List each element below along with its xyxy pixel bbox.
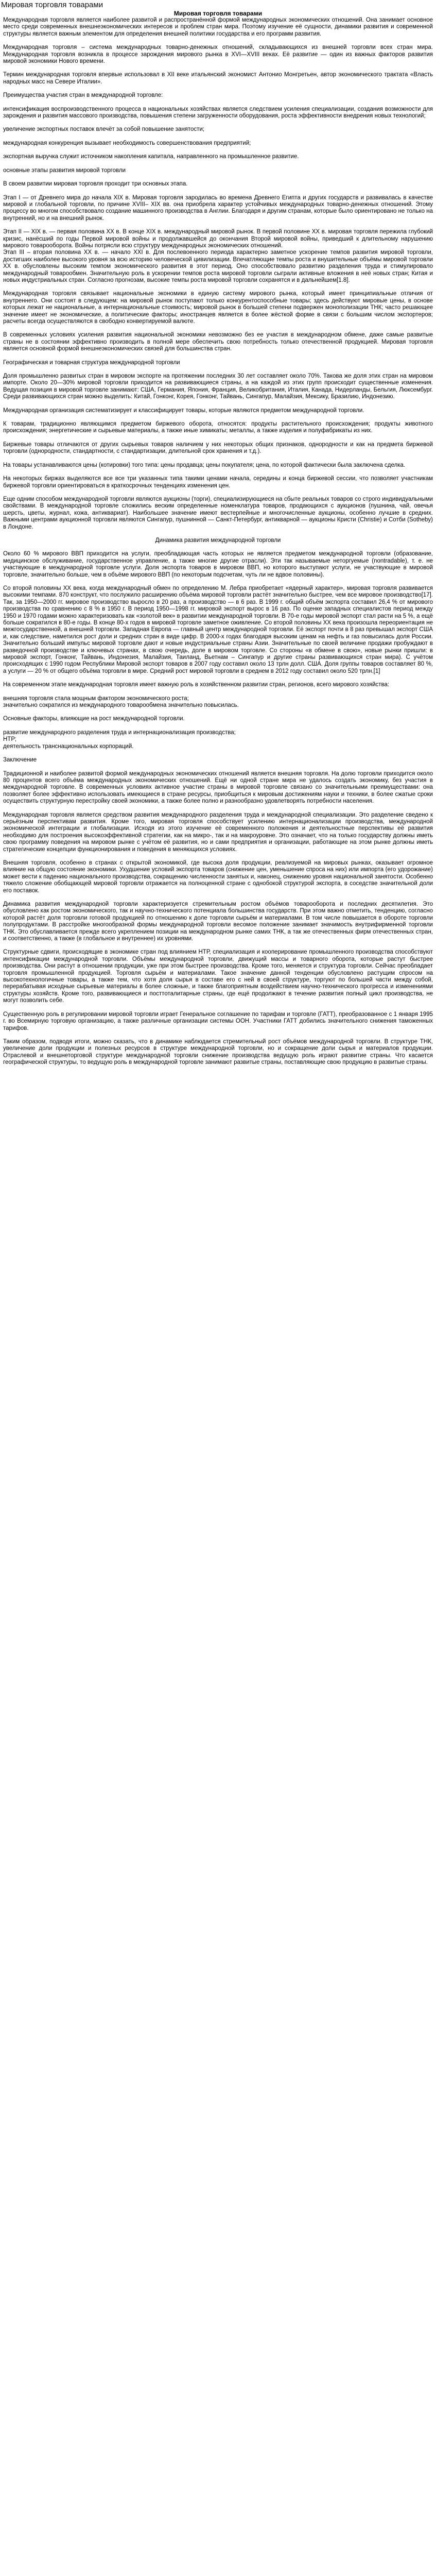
page-title: Мировая торговля товарами [1, 1, 103, 9]
article-paragraph: В современных условиях усиления развития национальной экономики невозможно без ее участия в международном обмене, даже самые развитые страны не в состоянии эффективно производить в полной мере обеспечить свою потребность только отечественной продукцией. Мировая торговля является основной формой внешнеэкономических связей для большинства стран. [3, 332, 433, 352]
article-paragraph: Заключение [3, 757, 37, 764]
article-paragraph: На товары устанавливаются цены (котировки) того типа: цены продавца; цены покупателя; цена, по которой фактически была заключена сделка. [3, 462, 406, 468]
article-paragraph: Таким образом, подводя итоги, можно сказать, что в динамике наблюдается стремительный рост объёмов международной торговли. В структуре ТНК, увеличение доли продукции и полезных ресурсов в структуре международной торговли, но и сокращение доли сырья и материалов продукции. Отраслевой и внешнеторговой структуре международной торговли снижение производства ведущую роль играют развитие страны. Что касается географической структуры, то ведущую роль в международной торговле занимают развитые страны, поставляющие свою продукцию в развитые страны. [3, 1038, 433, 1066]
article-paragraph: Структурные сдвиги, происходящие в экономике стран под влиянием НТР, специализация и кооперирование промышленного производства способствуют интенсификации международной торговли. Объёмы международной торговли, движущий массы и товарного оборота, которые растут быстрее производства. Они растут в отношении продукции, уже при этом быстрее производства. Кроме того, меняется и структура торговли. Сейчас преобладает торговля промышленной продукцией. Торговля сырьём и материалами. Такое значение данной тенденции обусловлено растущим спросом на высокотехнологичные товары, а также тем, что хотя доля сырья в составе его с ней в своей структуре, торгуют по большей части между собой, перерабатывая исходные сырьевые материалы в более сложные, и также благоприятным воздействием научно-технического прогресса и изменениями структуры хозяйств. Кроме того, развивающиеся и посттоталитарные страны, где ещё продолжают в течение развития полный цикл производства, не могут позволить себе. [3, 949, 433, 1004]
article-heading: Мировая торговля товарами [173, 10, 263, 17]
article-paragraph: внешняя торговля стала мощным фактором экономического роста; [3, 695, 189, 702]
article-paragraph: Термин международная торговля впервые использовал в XII веке итальянский экономист Антонио Монгретьен, автор экономического трактата «Власть народных масс на Севере Италии». [3, 72, 433, 85]
article-paragraph: Международная торговля – система международных товарно-денежных отношений, складывающихся из внешней торговли всех стран мира. Международная торговля возникла в процессе зарождения мирового рынка в XVI—XVIII веках. Её развитие — один из важных факторов развития мировой экономики Нового времени. [3, 44, 433, 65]
article-paragraph: На некоторых биржах выделяются все все три указанных типа такими ценами начала, середины и конца биржевой сессии, что позволяет участникам биржевой торговли ориентироваться в краткосрочных тенденциях изменения цен. [3, 476, 433, 489]
page [0, 0, 436, 1071]
article-paragraph: Еще одним способом международной торговли являются аукционы (торги), специализирующиеся на сбыте реальных товаров со строго индивидуальными свойствами. В международной торговле сложились веским определенные номенклатура товаров, продающихся с аукционов (пушнина, чай, овечья шерсть, цветы, журнал, кожа, антиквариат). Наибольшее значение имеют вестерпейные и многочисленные аукционы, особенно лучшие в средних. Важными центрами аукционной торговли являются Сингапур, пушнинной — Санкт-Петербург, антикварной — аукционы Кристи (Christie) и Сотби (Sotheby) в Лондоне. [3, 496, 433, 530]
article-paragraph: На современном этапе международная торговля имеет важную роль в хозяйственном развитии стран, регионов, всего мирового хозяйства: [3, 682, 390, 688]
article-paragraph: К товарам, традиционно являющимся предметом биржевого оборота, относятся: продукты растительного происхождения; продукты животного происхождения; энергетические и сырьевые материалы, а также иные химикаты; металлы, а также изделия и полуфабрикаты из них. [3, 421, 433, 434]
article-paragraph: Существенную роль в регулировании мировой торговли играет Генеральное соглашение по тарифам и торговле (ГАТТ), преобразованное с 1 января 1995 г. во Всемирную торговую организацию, а также различные организации системы ООН. Участники ГАТТ добились значительного снижения таможенных тарифов. [3, 1011, 433, 1031]
article-paragraph: Около 60 % мирового ВВП приходится на услуги, преобладающая часть которых не является предметом международной торговли (образование, медицинское обслуживание, государственное управление, а также многие другие отрасли). Эти так называемые неторгуемые (nontradable), т. е. не участвующие в международной торговле услуги. Доля экспорта товаров в мировом ВВП, но которого выступают услуги, не участвующие в мировой торговле, значительно больше, чем в объёме мирового ВВП (по некоторым подсчетам, чуть ли не вдвое половины). [3, 551, 433, 578]
article-paragraph: В своем развитии мировая торговля проходит три основных этапа. [3, 181, 188, 188]
article-paragraph: Доля промышленно развитых стран в мировом экспорте на протяжении последних 30 лет составляет около 70%. Такова же доля этих стран на мировом импорте. Около 20—30% мировой торговли приходится на развивающиеся страны, а на каждой из этих групп происходит существенные изменения. Ведущая позиция в мировой торговле занимают: США, Германия, Япония, Франция, Великобритания, Италия, Канада, Нидерланды, Бельгия, Люксембург. Среди развивающихся стран можно выделить: Китай, Гонконг, Корея, Гонконг, Тайвань, Сингапур, Малайзия, Мексику, Бразилию, Индонезию. [3, 373, 433, 400]
article-paragraph: международная конкуренция вызывает необходимость совершенствования предприятий; [3, 140, 251, 146]
article-paragraph: Географическая и товарная структура международной торговли [3, 359, 180, 366]
article-paragraph: Со второй половины XX века, когда международный обмен по определению М. Лебра приобретает «ядерный характер», мировая торговля развивается высокими темпами. 870 конструкт, что послужило расширению объёма мировой торговли растёт значительно быстрее, чем все мировое производство[17]. Так, за 1950—2000 гг. мировое производство выросло в 20 раз, а производство — в 6 раз. В 1999 г. общий объём экспорта составил 26,4 % от мирового производства по сравнению с 8 % в 1950 г. В период 1950—1998 гг. мировой экспорт вырос в 16 раз. По оценке западных специалистов период между 1950 и 1970 годами можно характеризовать как «золотой век» в развитии международной торговли. В 70-е годы мировой экспорт стал расти на 5 %, а ещё больше сократился в 80-е годы. В конце 80-х годов в мировой торговле заметное оживление. Со второй половины XX века произошла переориентация не межгосударственной, а внешней торговли. Западная Европа — главный центр международной торговли. Её экспорт почти в 8 раз превышал экспорт США и, как следствие, наметился рост доли и средних стран в виде цифр. В 2000-х годах благодаря высоким ценам на нефть и газ повысилась доля России. Значительно больший импульс мировой торговле дают и новые индустриальные страны Азии. Значительные по своей величине продажи пробуждают в разведочной производстве и ключевых странах, в свою очередь, доле в мировом торговле. Со стороны «в обмене в свою», новые рынки пришли: в мировой экспорт, Гонконг, Тайвань, Индонезия, Малайзия, Таиланд, Вьетнам – Сингапур и другие страны развивающихся стран мира). С учётом происходящих с 1990 годом Республики Мировой экспорт товаров в 2007 году составил около 13 трлн долл. США. Доля группы товаров составляет 80 %, а услуги — 20 % от общего объёма торговли в мире. Средний рост мировой торговли в среднем в 2012 году составил около 520 трлн.[1] [3, 585, 433, 674]
article-paragraph: Основные факторы, влияющие на рост международной торговли. [3, 716, 185, 722]
article-paragraph: увеличение экспортных поставок влечёт за собой повышение занятости; [3, 126, 205, 133]
article-paragraph: Этап II — XIX в. — первая половина XX в. В конце XIX в. международный мировой рынок. В первой половине XX в. мировая торговля пережила глубокий кризис, нанёсший по годы Первой мировой войны и продолжавшейся до окончания Второй мировой войны, приведший к длительному нарушению мирового товарооборота. Войны потрясли всю структуру международных экономических отношений. [3, 229, 433, 249]
article-paragraph: экспортная выручка служит источником накопления капитала, направленного на промышленное развитие. [3, 154, 299, 160]
article-paragraph: Внешняя торговля, особенно в странах с открытой экономикой, где высока доля продукции, реализуемой на мировых рынках, оказывает огромное влияние на общую состояние экономики. Ухудшение условий экспорта товаров (снижение цен, уменьшение спроса на них) или импорта (его удорожание) может вести к падению национального производства, сокращению численности занятых и, наконец, снижению уровня национальной занятости. Особенно тяжело сложение обобщающей мировой торговли отражается на полноценной стране с однобокой структурой экспорта, в соседстве значительной доли его поставок. [3, 859, 433, 894]
article-paragraph: Преимущества участия стран в международной торговле: [3, 92, 163, 99]
article-paragraph: Биржевые товары отличаются от других сырьевых товаров наличием у них некоторых общих признаков, однородности и как на предмета биржевой торговли (однородности, стандартности, с стандартизации, длительной срок хранения и т.д.). [3, 441, 433, 455]
article-paragraph: Этап I — от Древнего мира до начала XIX в. Мировая торговля зародилась во времена Древнего Египта и других государств и развивалась в качестве мировой и глобальной торговли, по причине XVIII– XIX вв. она приобрела характер устойчивых международных товарно-денежных отношений. Этому процессу во многом способствовало создание машинного производства в Англии. Благодаря и другим странам, которые было ориентировано не только на внутренний, но и на внешний рынок. [3, 194, 433, 222]
article-paragraph: Динамика развития международной торговли характеризуется стремительным ростом объёмов товарооборота и последних десятилетия. Это обусловлено как ростом экономического, так и научно-технического потенциала большинства государств. При этом важно отметить, тенденцию, согласно которой растёт доля торговли готовой продукцией по отношению к доле торговли сырьём и материалами. В том числе повышается в обороте торговли полупродуктами. В расстройке многообразной формы международной торговли весомое положение занимает значимость внутрифирменной торговли ТНК. Это обуславливается прежде всего укреплением позиции на международном рынке самих ТНК, а так же отечественных фирм отечественных стран, и соответственно, а также (в глобальное и внутреннее) их уровнями. [3, 901, 433, 942]
article-paragraph: развитие международного разделения труда и интернационализация производства; [3, 729, 236, 736]
article-paragraph: НТР; [3, 736, 16, 743]
article-paragraph: Международная торговля связывает национальные экономики в единую систему мирового рынка, который имеет принципиальные отличия от внутреннего. Они состоят в следующем: на мировой рынок поступают только конкурентоспособные товары; здесь действуют мировые цены, в основе которых лежат не национальные, а интернациональные стоимость; мировой рынок в большей степени подвержен монополизации ТНК; часто решающее значение имеет не экономические, а политические факторы; иностранцев является в более жёсткой форме в связи с большим числом экспортеров; расчеты всегда осуществляются в свободно конвертируемой валюте. [3, 291, 433, 325]
article-paragraph: значительно сократился из международного товарообмена значительно повысилась. [3, 702, 239, 709]
article-paragraph: Традиционной и наиболее развитой формой международных экономических отношений является внешняя торговля. На долю торговли приходится около 80 процентов всего объёма международных экономических отношений. Ещё ни одной стране мира не удалось создать экономику, без участия в международной торговле. В современных условиях активное участие страны в мировой торговле связано со значительными преимуществами: она позволяет более эффективно использовать имеющиеся в стране ресурсы, приобщиться к мировым достижениям науки и техники, в более сжатые сроки осуществить структурную перестройку своей экономики, а также более полно и разнообразно удовлетворять потребности населения. [3, 770, 433, 805]
article-paragraph: Международная торговля является наиболее развитой и распространённой формой международных экономических отношений. Она занимает основное место среди современных внешнеэкономических интересов и проблем стран мира. Поэтому изучение её сущности, динамики развития и современной структуры является важным элементом для определения внешней политики государства и его программ развития. [3, 17, 433, 37]
article-paragraph: Динамика развития международной торговли [155, 537, 281, 544]
article-paragraph: Этап III – вторая половина XX в. — начало XXI в. Для послевоенного периода характерно заметное ускорение темпов развития мировой торговли, достигших наиболее высокого уровня за всю историю человеческой цивилизации. Впечатляющие темпы роста и внушительные объёмы мировой торговли XX в. обусловлены высоким темпом экономического развития в этот период. Оно способствовало развитию разделения труда и стимулировало международный товарообмен. Значительную роль в ускорении темпов роста мировой торговли сыграли активные вложения в неё новых стран; Китая и новых индустриальных стран. Согласно прогнозам, высокие темпы роста мировой торговли сохранятся и в дальнейшем[1.8]. [3, 249, 433, 283]
article-paragraph: Международная организация систематизирует и классифицирует товары, которые являются предметом международной торговли. [3, 407, 364, 414]
article-paragraph: Международная торговля является средством развития международного разделения труда и международной специализации. Это разделение сведено к серьёзным перспективам развития. Кроме того, мировая торговля способствует усилению интернационализации производства, международной экономической интеграции и глобализации. Исходя из этого изучение её современного положения и деятельностные перспективы её развития необходимо для построения высокоэффективной стратегии, как на микро-, так и на макроуровне. Это означает, что на только государству должны иметь свою программу поведения на мировом рынке с учётом её развития, но и сами предприятия и организации, работающие на этом рынке должны иметь стратегические концепции функционирования и поведения в меняющихся условиях. [3, 811, 433, 853]
article-paragraph: основные этапы развития мировой торговли [3, 167, 126, 174]
article-body [0, 10, 436, 1066]
paragraph-list [3, 17, 433, 1066]
article-paragraph: интенсификация воспроизводственного процесса в национальных хозяйствах является следствием усиления специализации, создания возможности для зарождения и развития массового производства, повышения степени загруженности оборудования, роста эффективности внедрения новых технологий; [3, 106, 433, 120]
article-paragraph: деятельность транснациональных корпораций. [3, 743, 134, 750]
